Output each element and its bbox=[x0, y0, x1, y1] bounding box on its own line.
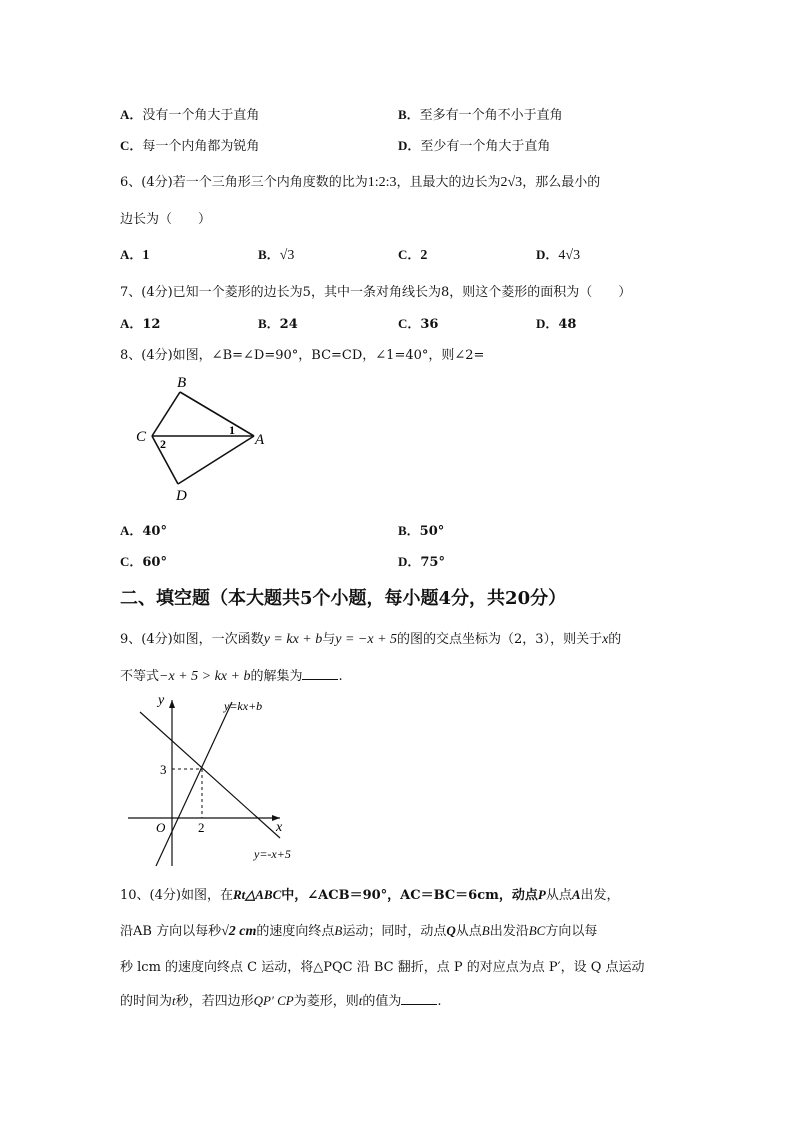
option-text: 2 bbox=[420, 248, 428, 263]
q6-option-d bbox=[536, 244, 580, 264]
segment-ba bbox=[180, 392, 254, 436]
option-letter: A． bbox=[120, 316, 143, 331]
q10-segment: BC bbox=[528, 923, 546, 938]
option-text: 40° bbox=[142, 524, 167, 539]
option-letter: D． bbox=[398, 554, 421, 569]
option-letter: B． bbox=[398, 107, 420, 122]
q10-point: A bbox=[571, 887, 581, 902]
option-letter: A． bbox=[120, 107, 143, 122]
label-a: A bbox=[255, 432, 265, 448]
q10-line2 bbox=[120, 920, 597, 940]
option-text: 每一个内角都为锐角 bbox=[142, 139, 260, 154]
q9-stem-line2 bbox=[120, 665, 343, 685]
segment-da bbox=[178, 436, 254, 484]
option-letter: D． bbox=[536, 247, 559, 262]
q7-stem: 7、(4分)已知一个菱形的边长为5，其中一条对角线长为8，则这个菱形的面积为（ ） bbox=[120, 285, 632, 300]
option-text: 至多有一个角不小于直角 bbox=[419, 108, 563, 123]
x-axis-label: x bbox=[276, 820, 283, 835]
q8-option-a bbox=[120, 520, 167, 539]
label-angle-2: 2 bbox=[160, 437, 166, 451]
q10-text: 出发， bbox=[580, 888, 620, 903]
q7-option-d bbox=[536, 313, 576, 332]
q10-text: 的速度向终点 bbox=[256, 924, 335, 939]
option-text: 没有一个角大于直角 bbox=[142, 108, 260, 123]
option-text: 1 bbox=[142, 248, 150, 263]
q9-text-3: 的图的交点坐标为（2，3），则关于 bbox=[397, 632, 603, 647]
q6-ratio: 1:2:3 bbox=[367, 175, 397, 190]
q5-option-a bbox=[120, 104, 259, 123]
q9-function-1: y = kx + b bbox=[263, 632, 323, 647]
option-text: 75° bbox=[420, 555, 445, 570]
option-text: 60° bbox=[142, 555, 167, 570]
q9-variable: x bbox=[602, 632, 609, 647]
segment-bc bbox=[152, 392, 180, 436]
q8-figure bbox=[128, 368, 278, 508]
q8-option-c bbox=[120, 551, 167, 570]
q6-stem-line1 bbox=[120, 171, 600, 191]
q9-end: . bbox=[338, 669, 343, 684]
q9-inequality: −x + 5 > kx + b bbox=[159, 669, 251, 684]
q8-option-b bbox=[398, 520, 444, 539]
option-letter: B． bbox=[398, 523, 420, 538]
label-angle-1: 1 bbox=[229, 423, 235, 437]
q9-text-2: 与 bbox=[322, 632, 336, 647]
option-text: 48 bbox=[558, 317, 577, 332]
q10-text: 10、(4分)如图，在 bbox=[120, 888, 233, 903]
q10-end: . bbox=[437, 994, 442, 1009]
option-letter: B． bbox=[258, 247, 280, 262]
option-text: 至少有一个角大于直角 bbox=[420, 139, 551, 154]
q9-text-1: 9、(4分)如图，一次函数 bbox=[120, 632, 264, 647]
q5-option-b bbox=[398, 104, 563, 123]
q9-text-5: 不等式 bbox=[120, 669, 160, 684]
q10-variable: t bbox=[358, 993, 363, 1008]
q10-text: 从点 bbox=[455, 924, 482, 939]
q10-point: B bbox=[481, 923, 490, 938]
q10-triangle: Rt△ABC bbox=[232, 887, 282, 902]
y-axis-arrow bbox=[169, 700, 175, 708]
q7-option-c bbox=[398, 313, 438, 332]
label-b: B bbox=[177, 375, 187, 391]
q10-speed: √2 cm bbox=[221, 924, 257, 939]
option-text: 24 bbox=[279, 317, 298, 332]
answer-blank bbox=[401, 994, 437, 1005]
q10-text: 从点 bbox=[545, 888, 572, 903]
q6-number: 6、(4分) bbox=[120, 175, 173, 190]
label-c: C bbox=[136, 429, 147, 445]
option-letter: A． bbox=[120, 523, 143, 538]
q6-text-3: ，那么最小的 bbox=[522, 175, 601, 190]
section-title: 二、填空题（本大题共5个小题，每小题4分，共20分） bbox=[120, 588, 567, 609]
option-letter: C． bbox=[398, 247, 421, 262]
q9-function-2: y = −x + 5 bbox=[335, 632, 398, 647]
option-letter: B． bbox=[258, 316, 280, 331]
q10-variable: t bbox=[172, 993, 176, 1008]
q6-stem-line2: 边长为（ ） bbox=[120, 212, 212, 227]
q10-point: P bbox=[537, 887, 546, 902]
q10-line1 bbox=[120, 884, 620, 903]
option-text: 12 bbox=[142, 317, 161, 332]
q6-option-a bbox=[120, 244, 149, 264]
y-axis-label: y bbox=[158, 693, 165, 708]
q10-point: Q bbox=[446, 923, 456, 938]
q10-line4 bbox=[120, 990, 442, 1009]
q6-text-1: 若一个三角形三个内角度数的比为 bbox=[172, 175, 368, 190]
q9-graph bbox=[120, 690, 320, 870]
q7-option-b bbox=[258, 313, 298, 332]
q7-option-a bbox=[120, 313, 160, 332]
q5-option-c bbox=[120, 135, 259, 154]
line-label-1: y=kx+b bbox=[224, 699, 263, 713]
q9-text-6: 的解集为 bbox=[250, 669, 303, 684]
q10-text: 沿AB 方向以每秒 bbox=[120, 924, 222, 939]
q5-option-d bbox=[398, 135, 550, 154]
option-letter: D． bbox=[536, 316, 559, 331]
tick-label-x: 2 bbox=[198, 820, 205, 835]
option-letter: C． bbox=[120, 138, 143, 153]
q9-stem-line1 bbox=[120, 628, 621, 648]
q6-option-c bbox=[398, 244, 427, 264]
q10-line3: 秒 lcm 的速度向终点 C 运动，将△PQC 沿 BC 翻折，点 P 的对应点为点 P′，设 Q 点运动 bbox=[120, 960, 645, 975]
q10-text: 方向以每 bbox=[545, 924, 598, 939]
option-letter: C． bbox=[398, 316, 421, 331]
q8-stem: 8、(4分)如图，∠B=∠D=90°，BC=CD，∠1=40°，则∠2= bbox=[120, 348, 485, 363]
q10-text: 出发沿 bbox=[489, 924, 529, 939]
q6-option-b bbox=[258, 244, 294, 264]
option-letter: A． bbox=[120, 247, 143, 262]
tick-label-y: 3 bbox=[160, 762, 167, 777]
q10-quadrilateral: QP′ CP bbox=[253, 993, 294, 1008]
label-d: D bbox=[176, 488, 187, 504]
option-text: √3 bbox=[279, 248, 295, 263]
q6-max-side: 2√3 bbox=[500, 175, 523, 190]
line-label-2: y=-x+5 bbox=[254, 847, 291, 861]
option-text: 50° bbox=[419, 524, 445, 539]
q10-text: 为菱形，则 bbox=[293, 994, 359, 1009]
answer-blank bbox=[302, 669, 338, 680]
q10-text: 的时间为 bbox=[120, 994, 173, 1009]
option-text: 4√3 bbox=[558, 248, 581, 263]
option-letter: D． bbox=[398, 138, 421, 153]
q10-text: 秒，若四边形 bbox=[175, 994, 254, 1009]
q6-text-2: ，且最大的边长为 bbox=[396, 175, 501, 190]
origin-label: O bbox=[156, 820, 166, 835]
q10-text: 运动；同时，动点 bbox=[342, 924, 447, 939]
option-text: 36 bbox=[420, 317, 439, 332]
q8-option-d bbox=[398, 551, 445, 570]
q10-text: 中，∠ACB＝90°，AC＝BC＝6cm，动点 bbox=[281, 888, 538, 903]
option-letter: C． bbox=[120, 554, 143, 569]
q10-text: 的值为 bbox=[362, 994, 402, 1009]
q10-point: B bbox=[334, 923, 343, 938]
q9-text-4: 的 bbox=[608, 632, 622, 647]
